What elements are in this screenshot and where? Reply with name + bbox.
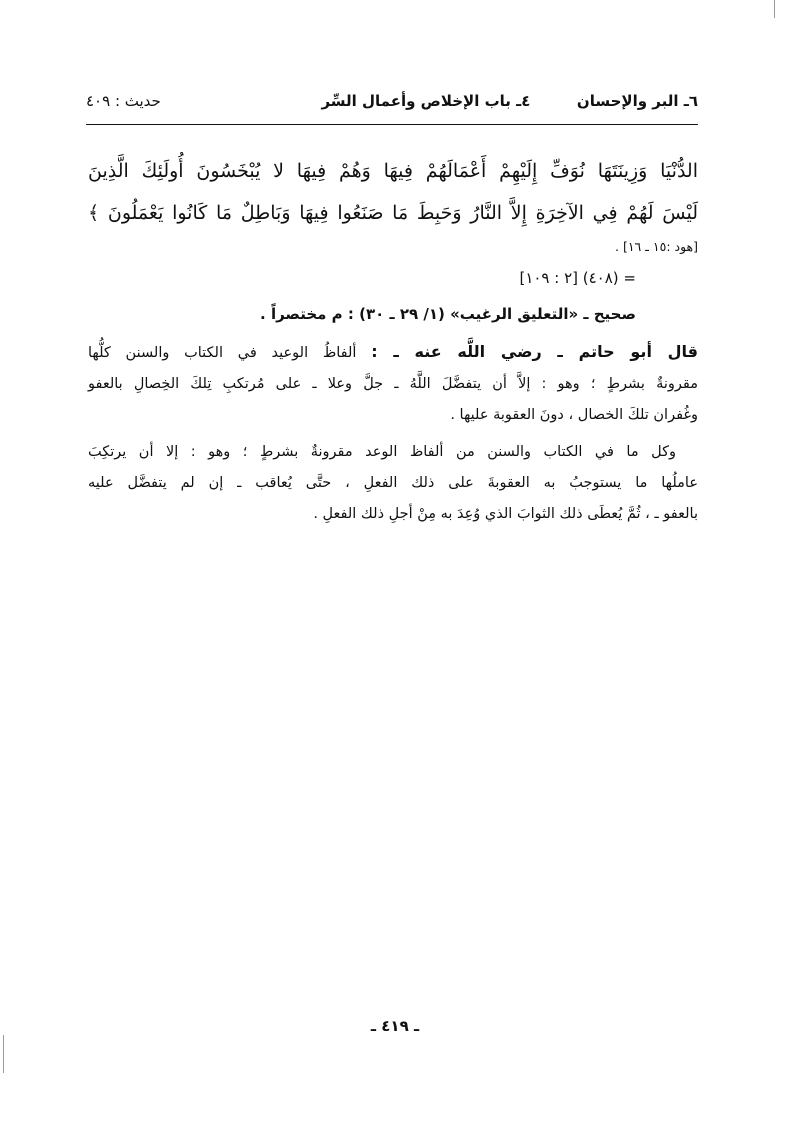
commentary-1-lead: قال أبو حاتم ـ رضي اللَّه عنه ـ :	[371, 342, 699, 361]
commentary-2-line-1: وكل ما في الكتاب والسنن من ألفاظ الوعد مقرونةٌ بشرطٍ ؛ وهو : إلا أن يرتكِبَ	[88, 444, 676, 460]
header-rule	[86, 124, 698, 125]
scan-edge-mark-left	[3, 1035, 4, 1073]
chapter-label: ٦ـ البر والإحسان	[576, 92, 698, 110]
commentary-2-line-2: عاملُها ما يستوجبُ به العقوبةَ على ذلك الفعلِ ، حتَّى يُعاقب ـ إن لم يتفضَّل عليه	[88, 475, 698, 491]
commentary-1-line-1	[88, 336, 698, 369]
chapter-title	[321, 92, 698, 110]
cross-reference: = (٤٠٨) [٢ : ١٠٩]	[519, 269, 636, 287]
hadith-grading: صحيح ـ «التعليق الرغيب» (١/ ٢٩ ـ ٣٠) : م مختصراً .	[260, 305, 636, 323]
verse-reference: [هود :١٥ ـ ١٦] .	[615, 239, 698, 254]
running-header	[86, 92, 698, 120]
commentary-paragraph-1	[88, 336, 698, 431]
commentary-1-line-1-text: ألفاظُ الوعيد في الكتاب والسنن كلُّها	[88, 345, 357, 361]
scan-edge-mark-top	[774, 0, 775, 18]
commentary-1-line-2: مقرونةٌ بشرطٍ ؛ وهو : إلاَّ أن يتفضَّلَ اللَّهُ ـ جلَّ وعلا ـ على مُرتكبِ تِلكَ الخِصالِ بالعفو	[88, 376, 698, 392]
page-body	[88, 150, 698, 530]
commentary-1-line-3: وغُفران تلكَ الخصال ، دونَ العقوبة عليها .	[450, 407, 698, 423]
section-label: ٤ـ باب الإخلاص وأعمال السِّر	[321, 92, 531, 110]
commentary-paragraph-2	[88, 437, 698, 530]
page-number: ـ ٤١٩ ـ	[370, 1017, 420, 1035]
hadith-number: حديث : ٤٠٩	[86, 92, 161, 110]
commentary-2-line-3: بالعفو ـ ، ثُمَّ يُعطَى ذلك الثوابَ الذي وُعِدَ به مِنْ أجلِ ذلك الفعلِ .	[313, 506, 698, 522]
quran-verse-line-2: لَيْسَ لَهُمْ فِي الآخِرَةِ إِلاَّ النَّارُ وَحَبِطَ مَا صَنَعُوا فِيهَا وَبَاطِلٌ مَا كَانُوا يَعْمَلُونَ ﴾	[88, 202, 698, 224]
quran-verse-line-1: الدُّنْيَا وَزِينَتَهَا نُوَفِّ إِلَيْهِمْ أَعْمَالَهُمْ فِيهَا وَهُمْ فِيهَا لا يُبْخَسُونَ أُولَئِكَ الَّذِينَ	[88, 160, 698, 182]
